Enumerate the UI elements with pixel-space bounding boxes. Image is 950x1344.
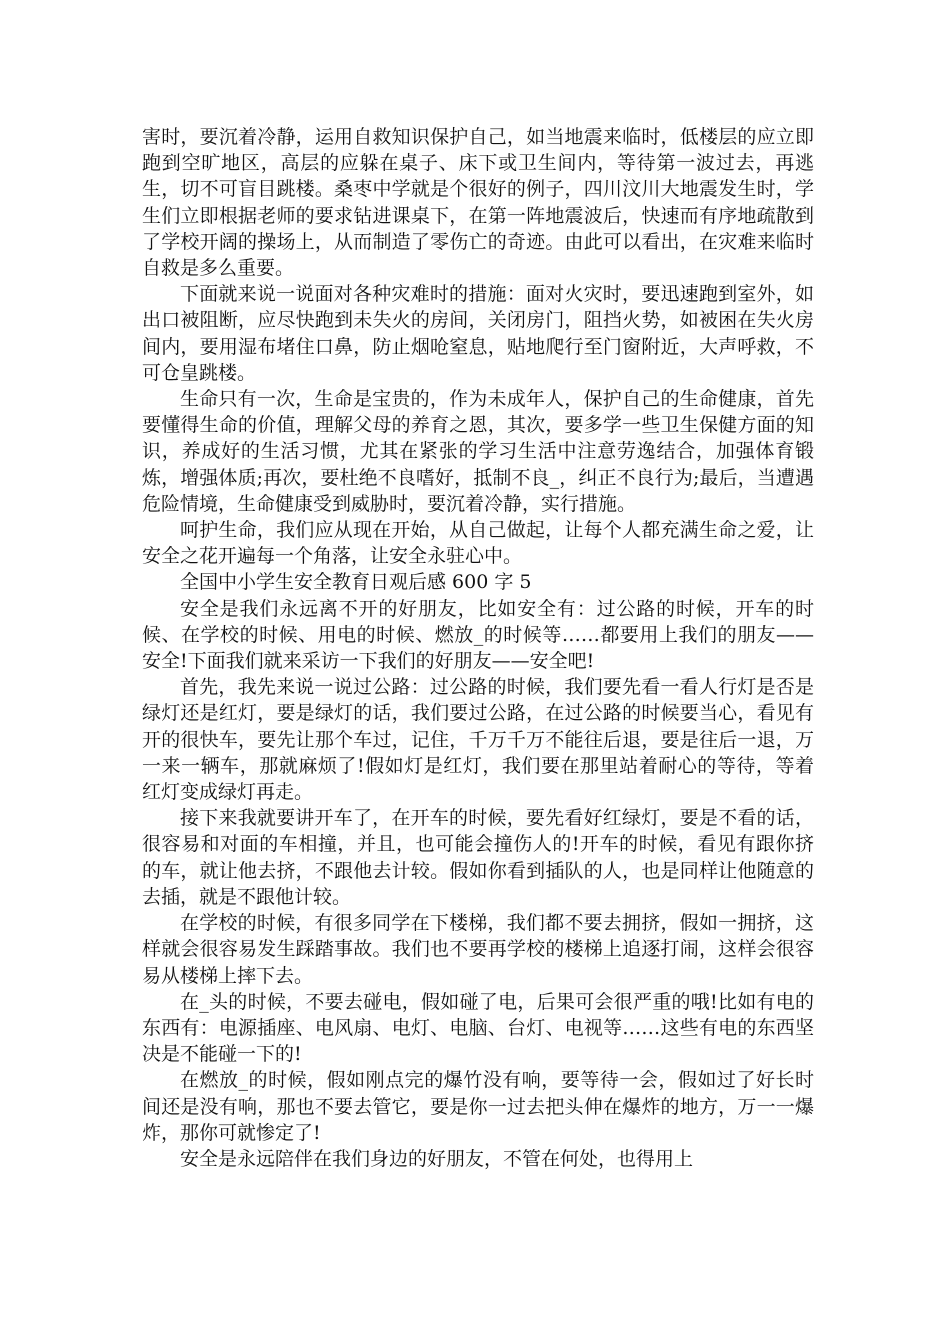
paragraph: 害时，要沉着冷静，运用自救知识保护自己，如当地震来临时，低楼层的应立即跑到空旷地区，高层的应躲在桌子、床下或卫生间内，等待第一波过去，再逃生，切不可盲目跳楼。桑枣中学就是个很好的例子，四川汶川大地震发生时，学生们立即根据老师的要求钻进课桌下，在第一阵地震波后，快速而有序地疏散到了学校开阔的操场上，从而制造了零伤亡的奇迹。由此可以看出，在灾难来临时自救是多么重要。 <box>142 126 814 280</box>
paragraph: 安全是我们永远离不开的好朋友，比如安全有：过公路的时候，开车的时候、在学校的时候、用电的时候、燃放_的时候等……都要用上我们的朋友——安全!下面我们就来采访一下我们的好朋友——安全吧! <box>142 597 814 673</box>
document-body <box>142 124 814 1172</box>
paragraph: 首先，我先来说一说过公路：过公路的时候，我们要先看一看人行灯是否是绿灯还是红灯，要是绿灯的话，我们要过公路，在过公路的时候要当心，看见有开的很快车，要先让那个车过，记住，千万千万不能往后退，要是往后一退，万一来一辆车，那就麻烦了!假如灯是红灯，我们要在那里站着耐心的等待，等着红灯变成绿灯再走。 <box>142 676 814 804</box>
paragraph: 下面就来说一说面对各种灾难时的措施：面对火灾时，要迅速跑到室外，如出口被阻断，应尽快跑到未失火的房间，关闭房门，阻挡火势，如被困在失火房间内，要用湿布堵住口鼻，防止烟呛窒息，贴地爬行至门窗附近，大声呼救，不可仓皇跳楼。 <box>142 283 814 384</box>
paragraph: 接下来我就要讲开车了，在开车的时候，要先看好红绿灯，要是不看的话，很容易和对面的车相撞，并且，也可能会撞伤人的!开车的时候，看见有跟你挤的车，就让他去挤，不跟他去计较。假如你看到插队的人，也是同样让他随意的去插，就是不跟他计较。 <box>142 807 814 908</box>
section-heading: 全国中小学生安全教育日观后感 600 字 5 <box>180 571 532 594</box>
paragraph: 在燃放_的时候，假如刚点完的爆竹没有响，要等待一会，假如过了好长时间还是没有响，那也不要去管它，要是你一过去把头伸在爆炸的地方，万一一爆炸，那你可就惨定了! <box>142 1069 814 1144</box>
paragraph: 在_头的时候，不要去碰电，假如碰了电，后果可会很严重的哦!比如有电的东西有：电源插座、电风扇、电灯、电脑、台灯、电视等……这些有电的东西坚决是不能碰一下的! <box>142 990 814 1066</box>
paragraph: 呵护生命，我们应从现在开始，从自己做起，让每个人都充满生命之爱，让安全之花开遍每一个角落，让安全永驻心中。 <box>142 519 814 568</box>
paragraph: 安全是永远陪伴在我们身边的好朋友，不管在何处，也得用上 <box>180 1147 694 1170</box>
paragraph: 在学校的时候，有很多同学在下楼梯，我们都不要去拥挤，假如一拥挤，这样就会很容易发生踩踏事故。我们也不要再学校的楼梯上追逐打闹，这样会很容易从楼梯上摔下去。 <box>142 912 814 987</box>
paragraph: 生命只有一次，生命是宝贵的，作为未成年人，保护自己的生命健康，首先要懂得生命的价值，理解父母的养育之恩，其次，要多学一些卫生保健方面的知识，养成好的生活习惯，尤其在紧张的学习生活中注意劳逸结合，加强体育锻炼，增强体质;再次，要杜绝不良嗜好，抵制不良_，纠正不良行为;最后，当遭遇危险情境，生命健康受到威胁时，要沉着冷静，实行措施。 <box>142 388 814 515</box>
